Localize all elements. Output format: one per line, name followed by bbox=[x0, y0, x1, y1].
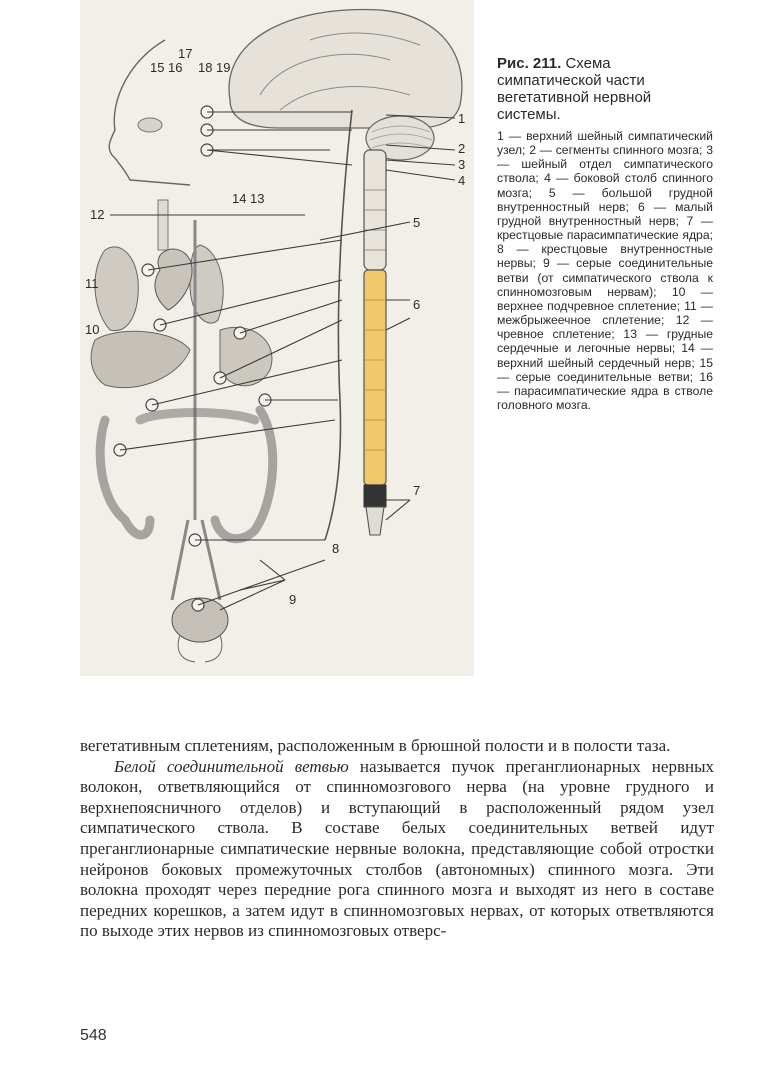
figure-label: 5 bbox=[413, 215, 421, 230]
figure-label: 7 bbox=[413, 483, 421, 498]
figure-label: 17 bbox=[178, 46, 193, 61]
figure-label: 4 bbox=[458, 173, 466, 188]
paragraph bbox=[80, 757, 714, 942]
body-text bbox=[80, 736, 714, 942]
figure-label: 6 bbox=[413, 297, 421, 312]
figure-label: 11 bbox=[85, 276, 99, 291]
figure-label: 8 bbox=[332, 541, 340, 556]
figure-label: 10 bbox=[85, 322, 100, 337]
anatomy-diagram bbox=[80, 0, 474, 676]
figure-label: 18 bbox=[198, 60, 213, 75]
term-highlight: Белой соединительной ветвью bbox=[114, 756, 349, 776]
page-number: 548 bbox=[80, 1027, 107, 1044]
figure-label: 1 bbox=[458, 111, 466, 126]
paragraph-text: называется пучок преганглионарных нервных волокон, ответвляющийся от спинномозгового нерва (на уровне грудного и верхнепоясничного отделов) и вступающий в расположенный рядом узел симпатического ствола. В составе белых соединительных ветвей идут преганглионарные симпатические нервные волокна, представляющие собой отростки нейронов боковых промежуточных столбов (автономных) спинного мозга. Эти волокна проходят через передние рога спинного мозга и выходят из него в составе передних корешков, а затем идут в спинномозговых нервах, от которых ответвляются по выходе этих нервов из спинномозговых отверс- bbox=[80, 756, 714, 941]
figure-label: 15 bbox=[150, 60, 165, 75]
caption-legend: 1 — верхний шейный симпатический узел; 2 — сегменты спинного мозга; 3 — шейный отдел симпатического ствола; 4 — боковой столб спинного мозга; 5 — большой грудной внутренностный нерв; 6 — малый грудной внутренностный нерв; 7 — крестцовые парасимпатические ядра; 8 — крестцовые внутренностные нервы; 9 — серые соединительные ветви (от симпатического ствола к спинномозговым нервам); 10 — верхнее подчревное сплетение; 11 — межбрыжеечное сплетение; 12 — чревное сплетение; 13 — грудные сердечные и легочные нервы; 14 — верхний шейный сердечный нерв; 15 — серые соединительные ветви; 16 — парасимпатические ядра в стволе головного мозга. bbox=[497, 129, 713, 412]
caption-title-text: Схема симпатической части вегетативной нервной системы. bbox=[497, 55, 652, 123]
figure-label: 3 bbox=[458, 157, 466, 172]
figure-label: 19 bbox=[216, 60, 231, 75]
caption-title bbox=[497, 55, 713, 123]
figure-label: 14 bbox=[232, 191, 247, 206]
figure-number: Рис. 211. bbox=[497, 55, 562, 72]
figure-sympathetic-scheme bbox=[80, 0, 474, 676]
figure-caption bbox=[497, 55, 713, 412]
figure-label: 9 bbox=[289, 592, 297, 607]
paragraph: вегетативным сплетениям, расположенным в брюшной полости и в полости таза. bbox=[80, 736, 671, 755]
figure-label: 16 bbox=[168, 60, 183, 75]
figure-label: 12 bbox=[90, 207, 105, 222]
figure-label: 13 bbox=[250, 191, 265, 206]
figure-label: 2 bbox=[458, 141, 466, 156]
